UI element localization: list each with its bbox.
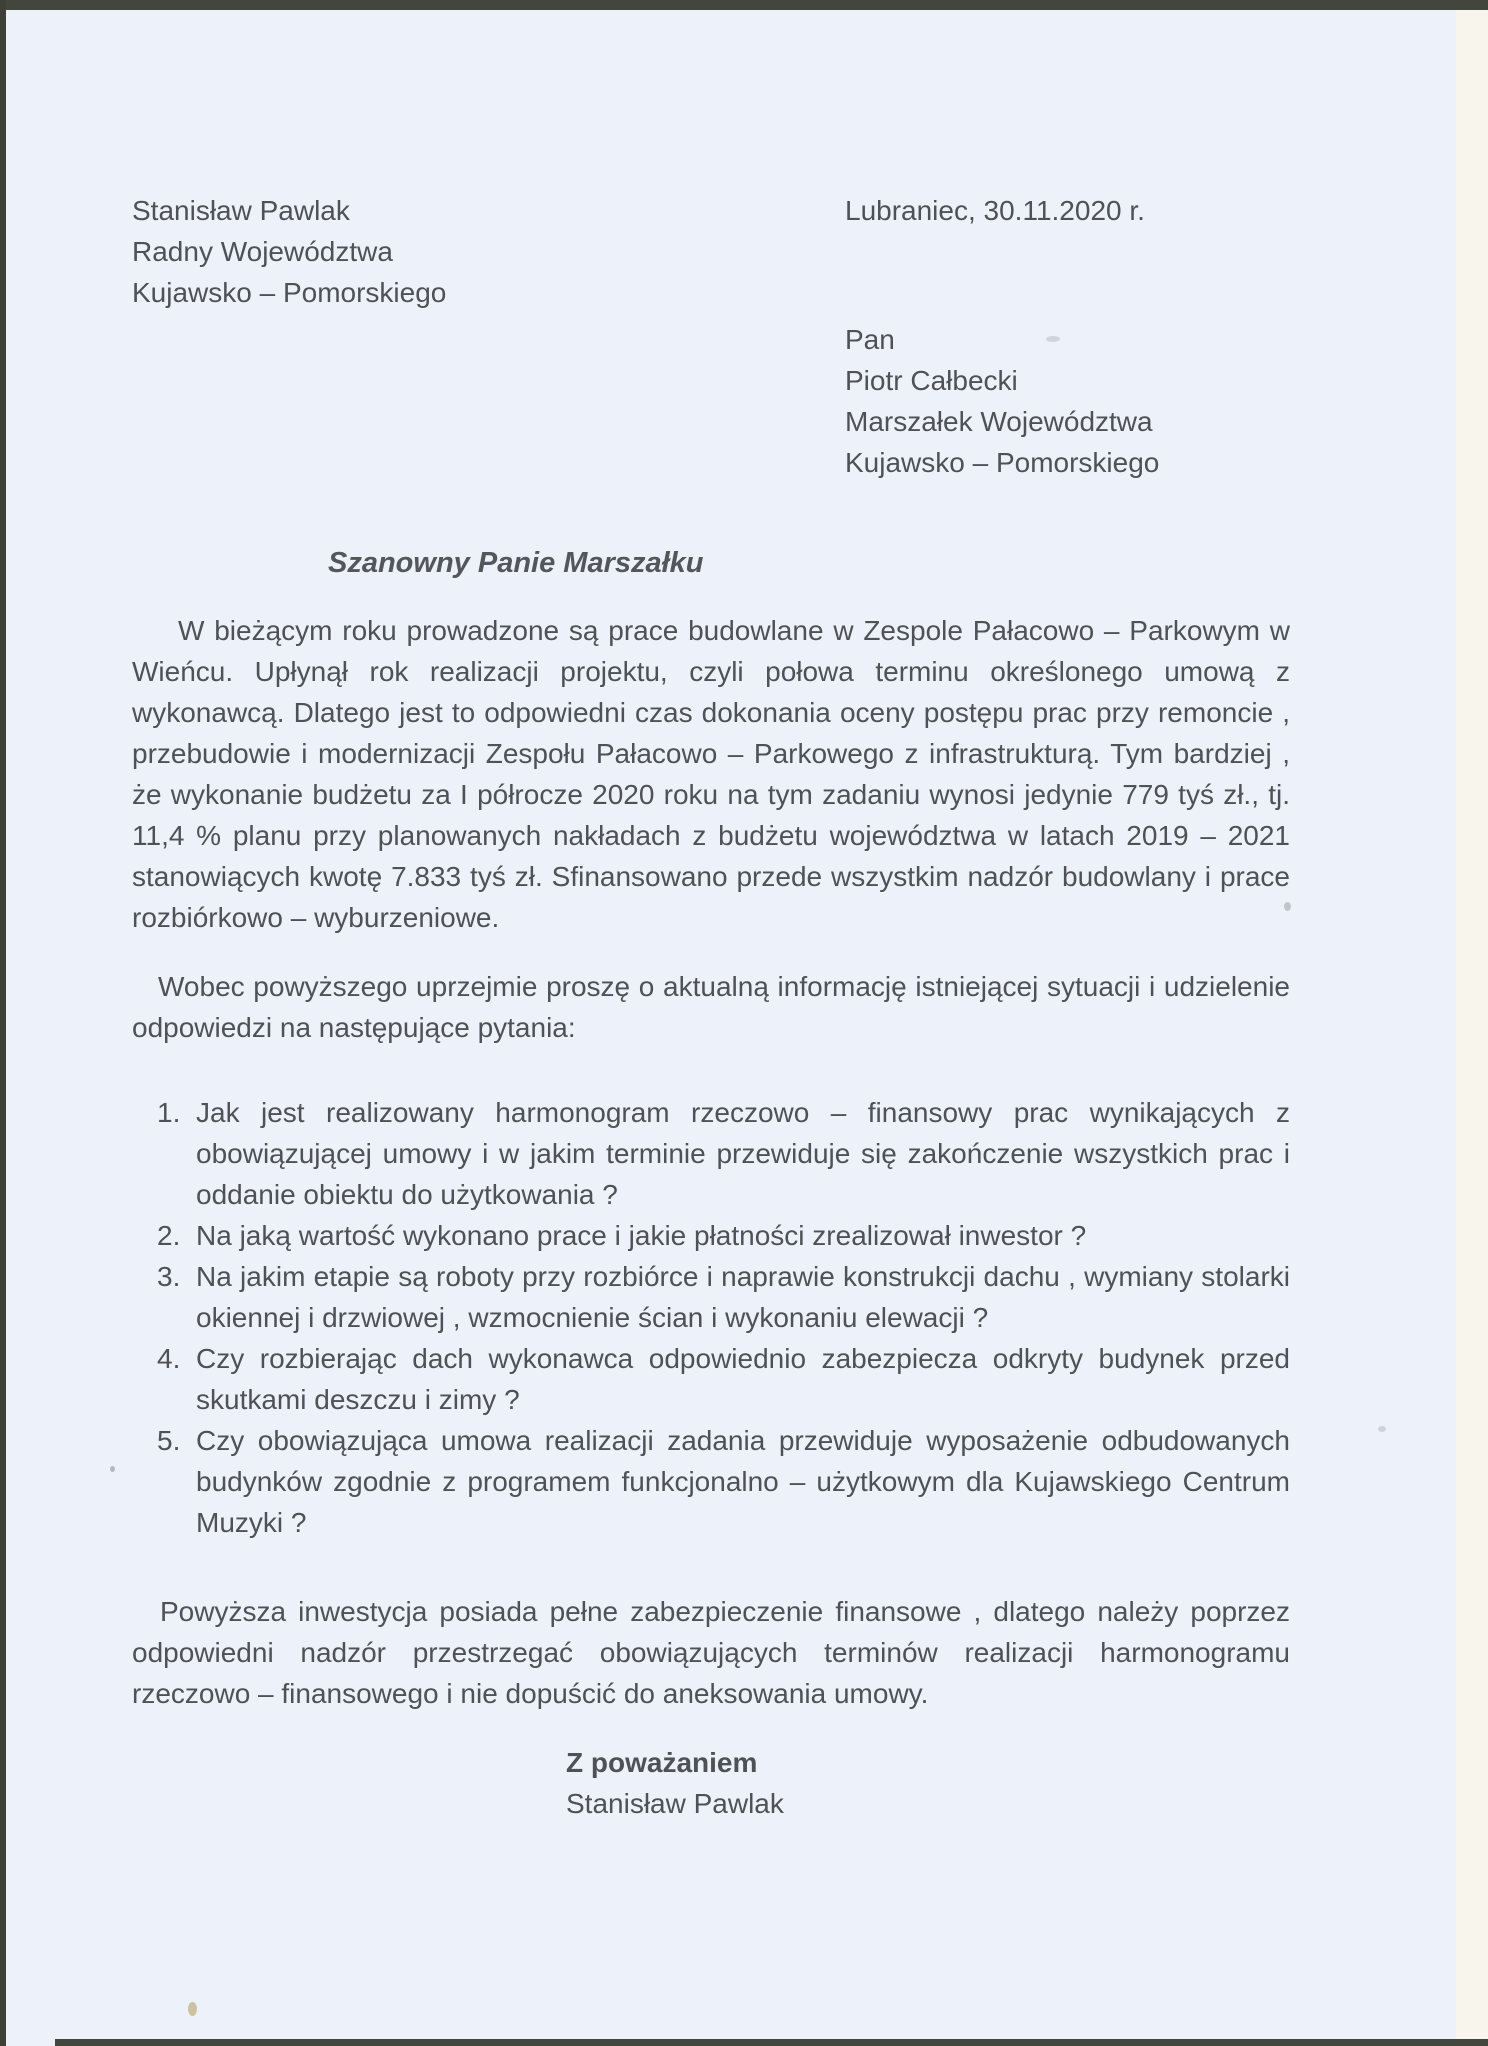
question-text: Na jakim etapie są roboty przy rozbiórce i naprawie konstrukcji dachu , wymiany stolarki okiennej i drzwiowej , wzmocnienie ścian i wykonaniu elewacji ? — [196, 1261, 1290, 1333]
signoff-closing: Z poważaniem — [566, 1747, 758, 1778]
addressee-title: Marszałek Województwa — [845, 406, 1153, 437]
scan-speck — [110, 1466, 115, 1472]
paragraph-intro: W bieżącym roku prowadzone są prace budowlane w Zespole Pałacowo – Parkowym w Wieńcu. Upłynął rok realizacji projektu, czyli połowa terminu określonego umową z wykonawcą. Dlatego jest to odpowiedni czas dokonania oceny postępu prac przy remoncie , przebudowie i modernizacji Zespołu Pałacowo – Parkowego z infrastrukturą. Tym bardziej , że wykonanie budżetu za I półrocze 2020 roku na tym zadaniu wynosi jedynie 779 tyś zł., tj. 11,4 % planu przy planowanych nakładach z budżetu województwa w latach 2019 – 2021 stanowiących kwotę 7.833 tyś zł. Sfinansowano przede wszystkim nadzór budowlany i prace rozbiórkowo – wyburzeniowe. — [132, 615, 1290, 933]
scan-left-bar — [0, 0, 6, 2046]
question-number: 2. — [157, 1220, 181, 1251]
question-item — [132, 1256, 1290, 1338]
questions-list — [132, 1092, 1290, 1543]
sender-region: Kujawsko – Pomorskiego — [132, 277, 447, 308]
sender-name: Stanisław Pawlak — [132, 195, 350, 226]
paragraph-request: Wobec powyższego uprzejmie proszę o aktualną informację istniejącej sytuacji i udzielenie odpowiedzi na następujące pytania: — [132, 971, 1290, 1043]
question-text: Na jaką wartość wykonano prace i jakie płatności zrealizował inwestor ? — [196, 1220, 1087, 1251]
signoff-block — [566, 1742, 1290, 1824]
salutation: Szanowny Panie Marszałku — [328, 547, 704, 579]
question-number: 5. — [157, 1425, 181, 1456]
letter-content — [132, 190, 1290, 1824]
addressee-region: Kujawsko – Pomorskiego — [845, 447, 1160, 478]
scan-right-edge — [1456, 0, 1488, 2046]
paragraph-closing: Powyższa inwestycja posiada pełne zabezpieczenie finansowe , dlatego należy poprzez odpowiedni nadzór przestrzegać obowiązujących terminów realizacji harmonogramu rzeczowo – finansowego i nie dopuścić do aneksowania umowy. — [132, 1596, 1290, 1709]
scan-top-bar — [0, 0, 1488, 10]
question-item — [132, 1420, 1290, 1543]
scan-bottom-bar — [55, 2039, 1488, 2046]
question-item — [132, 1092, 1290, 1215]
dateline: Lubraniec, 30.11.2020 r. — [845, 195, 1145, 226]
signoff-name: Stanisław Pawlak — [566, 1788, 784, 1819]
addressee-block — [845, 319, 1290, 483]
question-item — [132, 1338, 1290, 1420]
question-number: 1. — [157, 1097, 181, 1128]
question-text: Jak jest realizowany harmonogram rzeczowo – finansowy prac wynikających z obowiązującej umowy i w jakim terminie przewiduje się zakończenie wszystkich prac i oddanie obiektu do użytkowania ? — [196, 1097, 1290, 1210]
question-text: Czy obowiązująca umowa realizacji zadania przewiduje wyposażenie odbudowanych budynków zgodnie z programem funkcjonalno – użytkowym dla Kujawskiego Centrum Muzyki ? — [196, 1425, 1290, 1538]
sender-title: Radny Województwa — [132, 236, 393, 267]
question-number: 4. — [157, 1343, 181, 1374]
question-item — [132, 1215, 1290, 1256]
addressee-name: Piotr Całbecki — [845, 365, 1018, 396]
question-text: Czy rozbierając dach wykonawca odpowiednio zabezpiecza odkryty budynek przed skutkami deszczu i zimy ? — [196, 1343, 1290, 1415]
scan-speck — [188, 2002, 197, 2016]
letter-header — [132, 190, 1290, 313]
scan-speck — [1378, 1426, 1386, 1432]
addressee-honorific: Pan — [845, 324, 895, 355]
question-number: 3. — [157, 1261, 181, 1292]
